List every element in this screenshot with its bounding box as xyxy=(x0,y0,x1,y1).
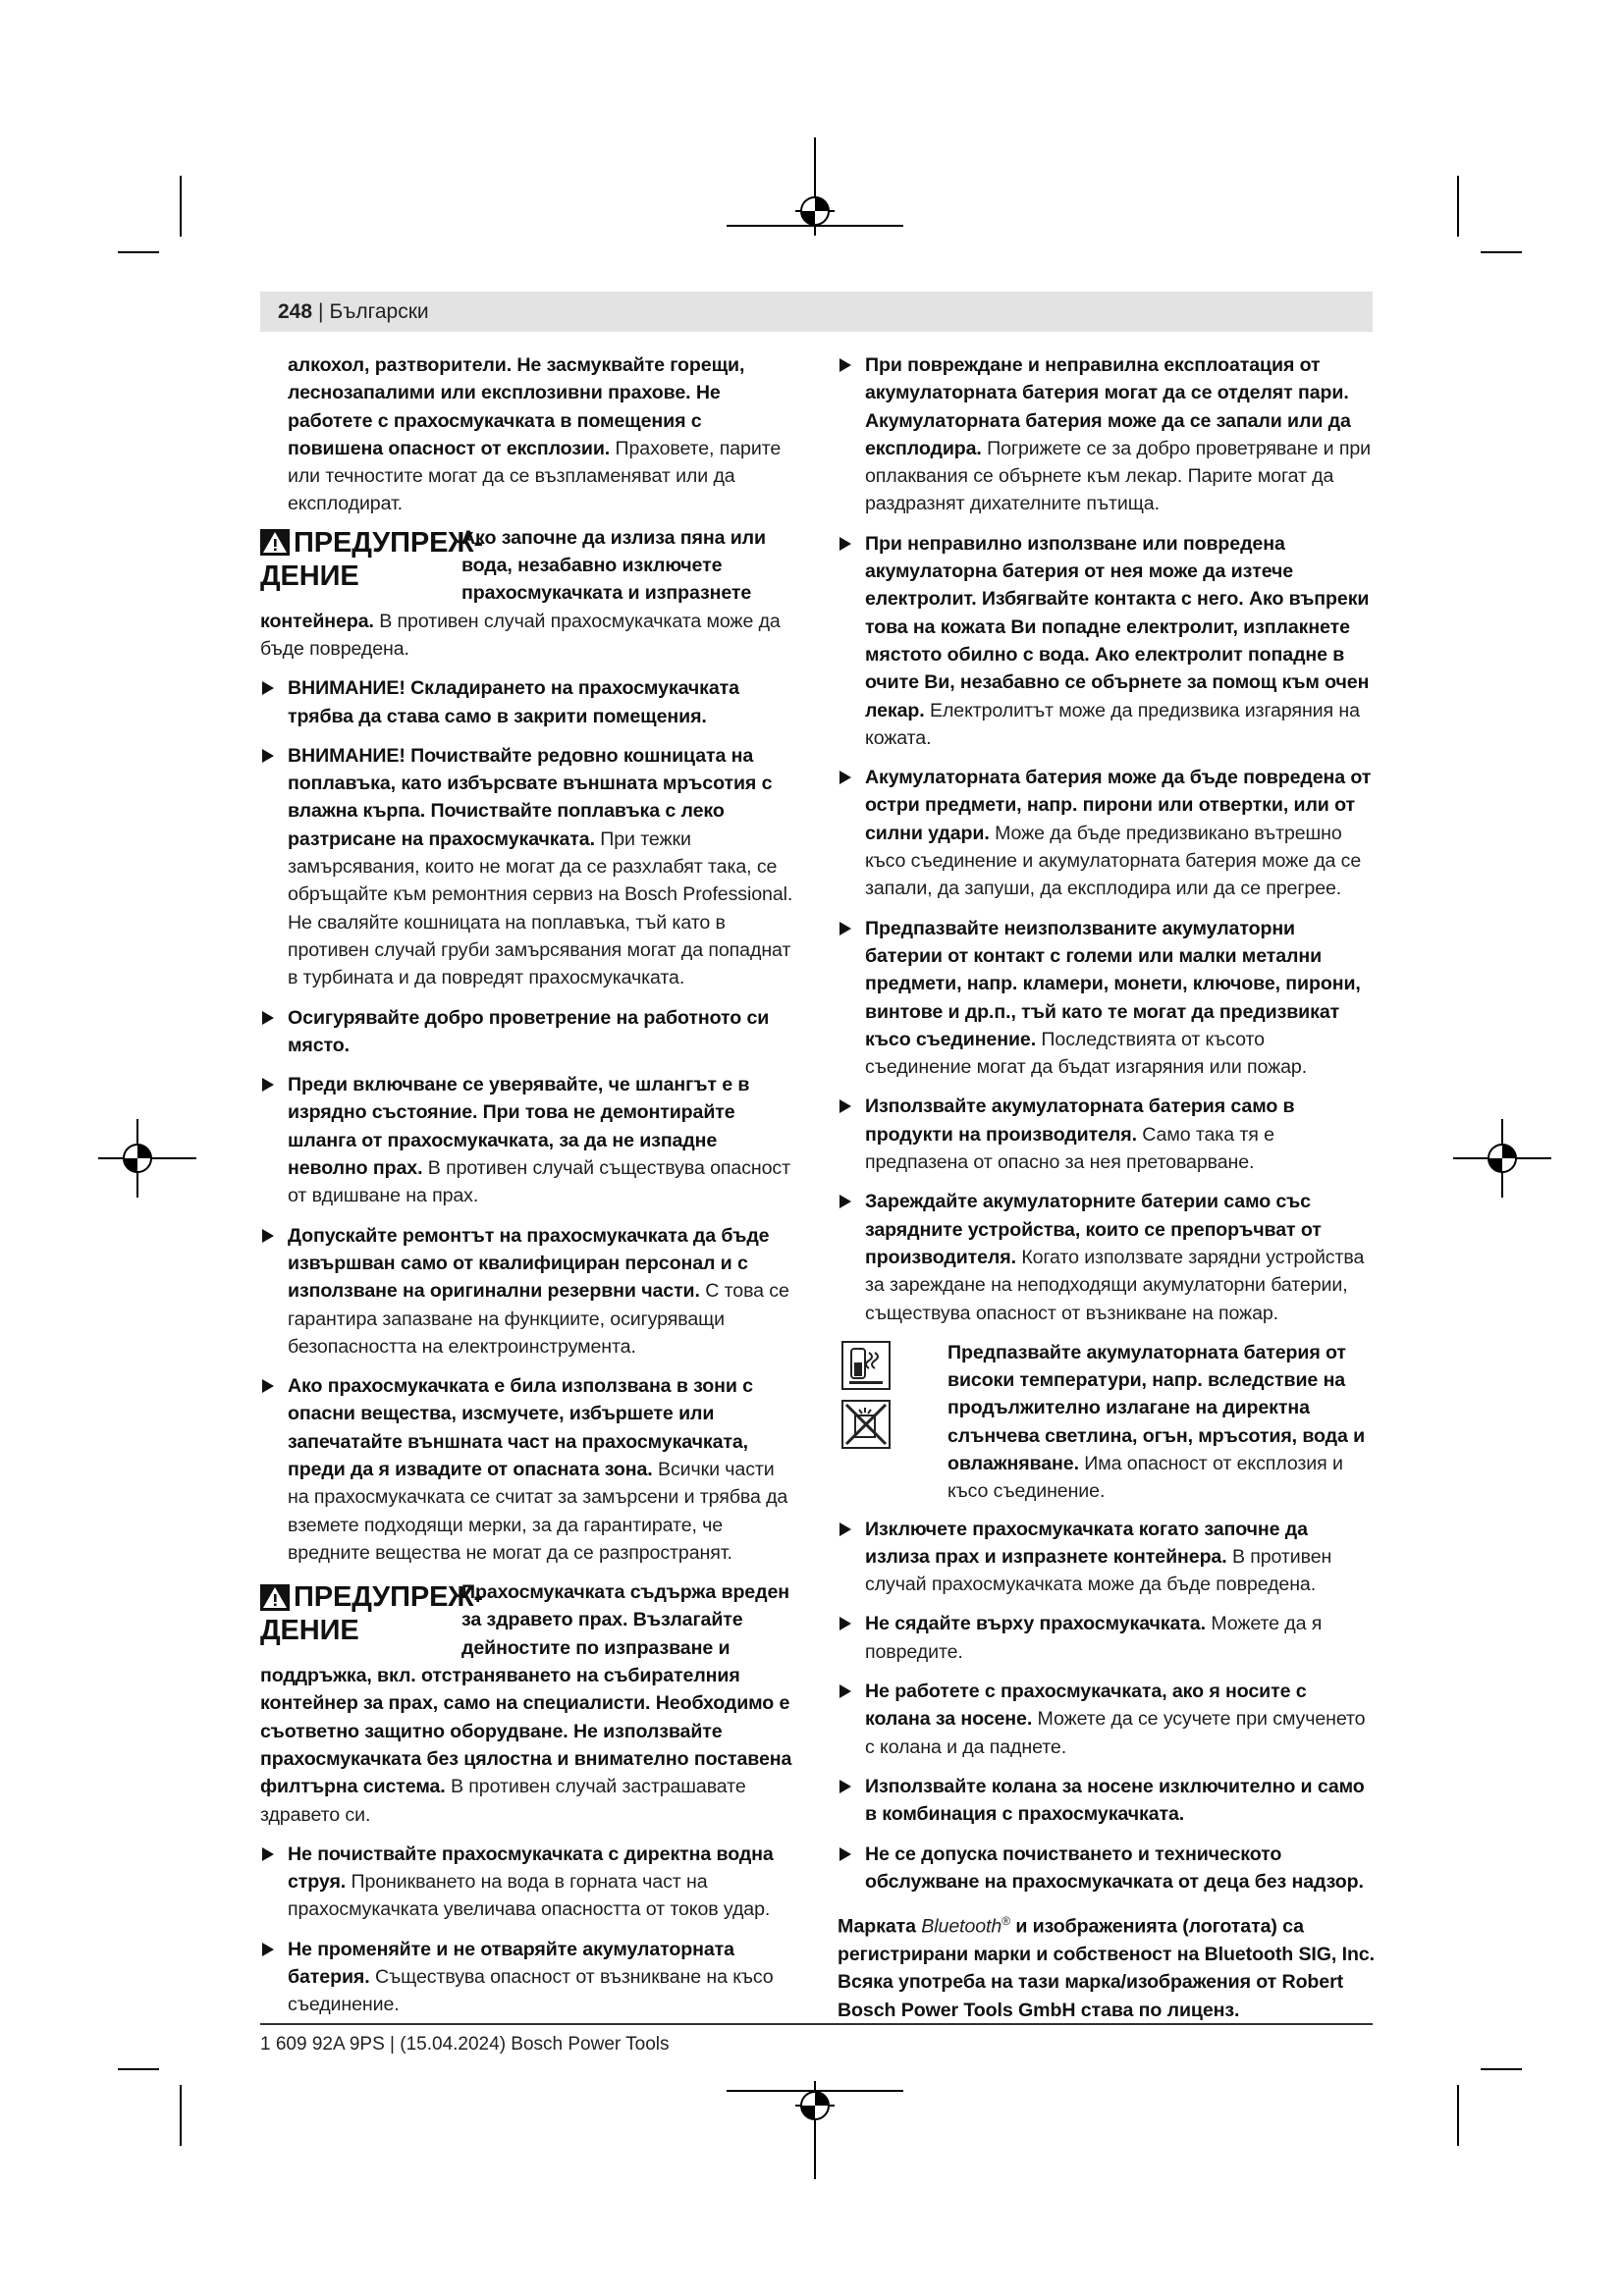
no-water-pictogram-icon xyxy=(841,1400,891,1449)
crop-mark xyxy=(1481,251,1522,253)
intro-normal: Праховете, парите или течностите могат да се възпламеняват или да експлодират. xyxy=(288,437,782,515)
registration-target-icon xyxy=(727,2081,903,2179)
list-item: Изключете прахосмукачката когато започне да излиза прах и изпразнете контейнера. В противен случай прахосмукачката може да бъде повредена. xyxy=(838,1516,1376,1599)
bullet-triangle-icon xyxy=(839,1522,851,1536)
pictogram-block xyxy=(838,1339,1376,1506)
registration-target-icon xyxy=(98,1119,196,1198)
bullet-triangle-icon xyxy=(262,1078,274,1092)
warning-triangle-icon xyxy=(260,529,290,556)
list-item: Използвайте акумулаторната батерия само в продукти на производителя. Само така тя е предпазена от опасно за нея претоварване. xyxy=(838,1093,1376,1176)
page-number: 248 xyxy=(278,299,313,323)
list-item: Използвайте колана за носене изключително и само в комбинация с прахосмукачката. xyxy=(838,1773,1376,1829)
list-item: Предпазвайте неизползваните акумулаторни батерии от контакт с големи или малки метални предмети, напр. кламери, монети, ключове, пирони, винтове и др.п., тъй като те могат да предизвикат късо съединение. Последствията от късото съединение могат да бъдат изгаряния или пожар. xyxy=(838,915,1376,1082)
intro-paragraph xyxy=(260,351,798,518)
right-column xyxy=(838,351,1376,2030)
bullet-triangle-icon xyxy=(839,1099,851,1113)
crop-mark xyxy=(1481,2068,1522,2070)
warning-label-line1: ПРЕДУПРЕЖ- xyxy=(294,1581,483,1614)
pictogram-normal: Има опасност от експлозия и късо съединение. xyxy=(947,1452,1343,1503)
bullet-triangle-icon xyxy=(839,1195,851,1208)
list-item: Преди включване се уверявайте, че шлангът е в изрядно състояние. При това не демонтирайте шланга от прахосмукачката, за да не изпадне неволно прах. В противен случай съществува опасност от вдишване на прах. xyxy=(260,1071,798,1209)
bullet-triangle-icon xyxy=(839,537,851,551)
footer-text: 1 609 92A 9PS | (15.04.2024) Bosch Power Tools xyxy=(260,2034,670,2055)
list-item: ВНИМАНИЕ! Складирането на прахосмукачката трябва да става само в закрити помещения. xyxy=(260,674,798,730)
bullet-triangle-icon xyxy=(839,922,851,935)
page-header xyxy=(260,292,1373,332)
bullet-triangle-icon xyxy=(839,1617,851,1630)
list-item: Не се допуска почистването и техническото обслужване на прахосмукачката от деца без надзор. xyxy=(838,1841,1376,1896)
bullet-triangle-icon xyxy=(839,358,851,372)
list-item: Осигурявайте добро проветрение на работното си място. xyxy=(260,1004,798,1060)
warning-triangle-icon xyxy=(260,1584,290,1611)
warning-bold: Прахосмукачката съдържа вреден за здравето прах. Възлагайте дейностите по изпразване и поддръжка, вкл. отстраняването на събирателния контейнер за прах, само на специалисти. Необходимо е съответно защитно оборудване. Не използвайте прахосмукачката без цялостна и внимателно поставена филтърна система. xyxy=(260,1581,792,1798)
list-item: Ако прахосмукачката е била използвана в зони с опасни вещества, изсмучете, избършете или запечатайте външната част на прахосмукачката, преди да я извадите от опасната зона. Всички части на прахосмукачката се считат за замърсени и трябва да вземете подходящи мерки, за да гарантирате, че вредните вещества не могат да се разпространят. xyxy=(260,1372,798,1567)
heat-warning-pictogram-icon xyxy=(841,1341,891,1390)
crop-mark xyxy=(1457,176,1459,237)
list-item: При повреждане и неправилна експлоатация от акумулаторната батерия могат да се отделят пари. Акумулаторната батерия може да се запали или да експлодира. Погрижете се за добро проветряване и при оплаквания се обърнете към лекар. Парите могат да раздразнят дихателните пътища. xyxy=(838,351,1376,518)
header-separator: | xyxy=(318,299,324,323)
registration-target-icon xyxy=(727,137,903,236)
list-item: Не почиствайте прахосмукачката с директна водна струя. Проникването на вода в горната част на прахосмукачката увеличава опасността от токов удар. xyxy=(260,1841,798,1924)
bluetooth-brand: Bluetooth xyxy=(921,1915,1002,1938)
bullet-triangle-icon xyxy=(262,1847,274,1861)
crop-mark xyxy=(118,251,159,253)
bullet-triangle-icon xyxy=(262,749,274,763)
footer-divider xyxy=(260,2023,1373,2025)
pictogram-bold: Предпазвайте акумулаторната батерия от високи температури, напр. вследствие на продължително излагане на директна слънчева светлина, огън, мръсотия, вода и овлажняване. xyxy=(947,1341,1366,1474)
warning-normal: В противен случай застрашавате здравето си. xyxy=(260,1776,746,1826)
bullet-triangle-icon xyxy=(839,1847,851,1861)
bullet-triangle-icon xyxy=(262,1943,274,1956)
bullet-triangle-icon xyxy=(262,1011,274,1025)
registration-target-icon xyxy=(1453,1119,1551,1198)
list-item: ВНИМАНИЕ! Почиствайте редовно кошницата на поплавъка, като избърсвате външната мръсотия с влажна кърпа. Почиствайте поплавъка с леко разтрисане на прахосмукачката. При тежки замърсявания, които не могат да се разхлабят така, се обръщайте към ремонтния сервиз на Bosch Professional. Не сваляйте кошницата на поплавъка, тъй като в противен случай груби замърсявания могат да попаднат в турбината и да повредят прахосмукачката. xyxy=(260,742,798,992)
crop-mark xyxy=(180,2085,182,2146)
header-language: Български xyxy=(329,299,429,323)
bullet-triangle-icon xyxy=(262,1379,274,1393)
warning-label-line1: ПРЕДУПРЕЖ- xyxy=(294,526,483,559)
intro-bold: алкохол, разтворители. Не засмуквайте горещи, леснозапалими или експлозивни прахове. Не работете с прахосмукачката в помещения с повишена опасност от експлозии. xyxy=(288,354,745,459)
crop-mark xyxy=(180,176,182,237)
bullet-triangle-icon xyxy=(839,1780,851,1793)
list-item: Не сядайте върху прахосмукачката. Можете да я повредите. xyxy=(838,1610,1376,1666)
warning-normal: В противен случай прахосмукачката може да бъде повредена. xyxy=(260,610,781,660)
trademark-notice: Марката Bluetooth® и изображенията (логотата) са регистрирани марки и собственост на Bluetooth SIG, Inc. Всяка употреба на тази марка/изображения от Robert Bosch Power Tools GmbH става по лиценз. xyxy=(838,1914,1375,2021)
warning-label xyxy=(260,1580,483,1647)
list-item: Акумулаторната батерия може да бъде повредена от остри предмети, напр. пирони или отвертки, или от силни удари. Може да бъде предизвикано вътрешно късо съединение и акумулаторната батерия може да се запали, да запуши, да експлодира или да се прегрее. xyxy=(838,764,1376,902)
list-item: Не променяйте и не отваряйте акумулаторната батерия. Съществува опасност от възникване на късо съединение. xyxy=(260,1936,798,2019)
warning-label xyxy=(260,526,483,593)
bullet-triangle-icon xyxy=(839,771,851,784)
warning-label-line2: ДЕНИЕ xyxy=(260,560,359,592)
list-item: Не работете с прахосмукачката, ако я носите с колана за носене. Можете да се усучете при смученето с колана и да паднете. xyxy=(838,1678,1376,1761)
warning-bold: Ако започне да излиза пяна или вода, незабавно изключете прахосмукачката и изпразнете контейнера. xyxy=(260,526,766,632)
bullet-triangle-icon xyxy=(262,1229,274,1243)
warning-block-1 xyxy=(260,524,798,663)
list-item: При неправилно използване или повредена акумулаторна батерия от нея може да изтече електролит. Избягвайте контакта с него. Ако въпреки това на кожата Ви попадне електролит, изплакнете мястото обилно с вода. Ако електролит попадне в очите Ви, незабавно се обърнете за помощ към очен лекар. Електролитът може да предизвика изгаряния на кожата. xyxy=(838,530,1376,752)
crop-mark xyxy=(1457,2085,1459,2146)
list-item: Зареждайте акумулаторните батерии само със зарядните устройства, които се препоръчват от производителя. Когато използвате зарядни устройства за зареждане на неподходящи акумулаторни батерии, съществува опасност от възникване на пожар. xyxy=(838,1188,1376,1326)
warning-label-line2: ДЕНИЕ xyxy=(260,1615,359,1647)
bullet-triangle-icon xyxy=(839,1684,851,1698)
list-item: Допускайте ремонтът на прахосмукачката да бъде извършван само от квалифициран персонал и с използване на оригинални резервни части. С това се гарантира запазване на функциите, осигуряващи безопасността на електроинструмента. xyxy=(260,1222,798,1361)
bullet-triangle-icon xyxy=(262,681,274,695)
crop-mark xyxy=(118,2068,159,2070)
warning-block-2 xyxy=(260,1578,798,1829)
left-column xyxy=(260,351,798,2031)
